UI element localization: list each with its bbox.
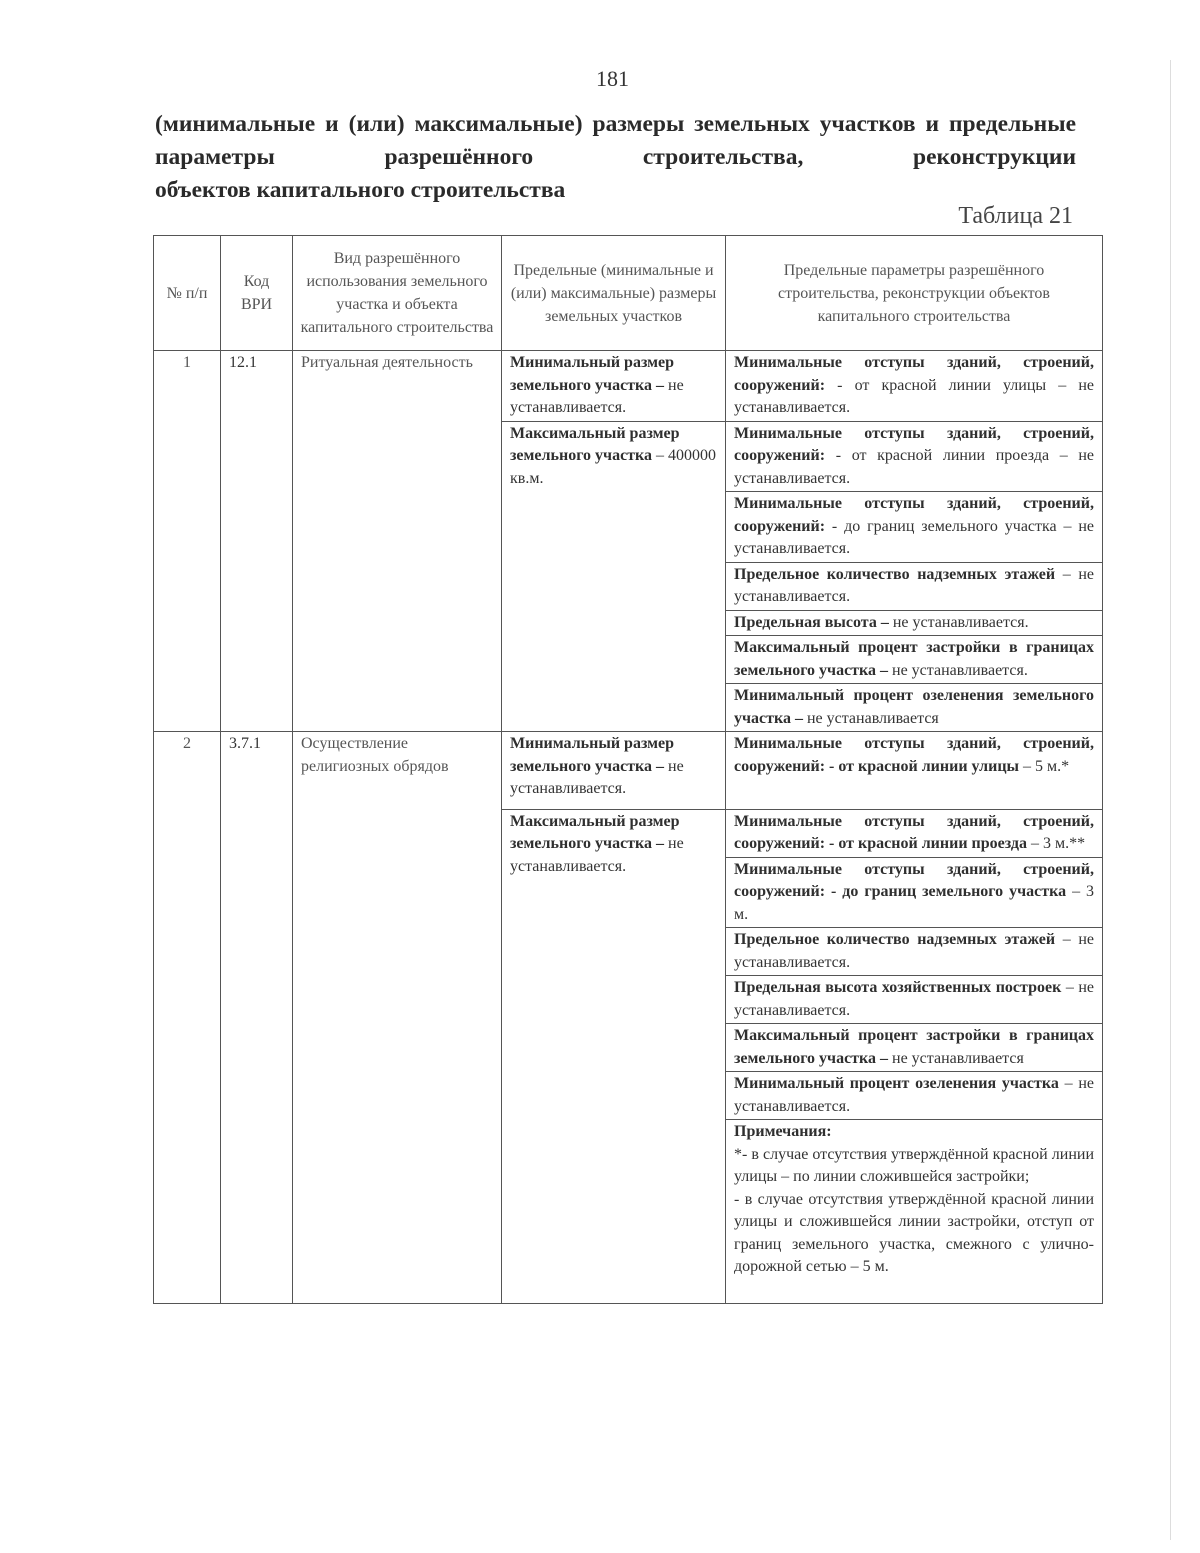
- row-1-param-1: [726, 351, 1103, 422]
- param-value: – не устанавливается.: [734, 979, 1094, 1019]
- param-label: Минимальные отступы зданий, строений, сооружений:: [734, 424, 1094, 464]
- row-2-code: 3.7.1: [221, 732, 293, 1304]
- row-2-param-2: [726, 809, 1103, 857]
- param-value: не устанавливается: [892, 1049, 1024, 1067]
- row-2-notes: [726, 1120, 1103, 1304]
- header-code: Код ВРИ: [221, 236, 293, 351]
- note-1: *- в случае отсутствия утверждённой красной линии улицы – по линии сложившейся застройки;: [734, 1145, 1094, 1185]
- param-label: Максимальный процент застройки в границах земельного участка –: [734, 1027, 1094, 1067]
- table-header-row: [154, 236, 1103, 351]
- param-label: Предельная высота хозяйственных построек: [734, 979, 1062, 996]
- row-2-param-4: [726, 928, 1103, 976]
- param-value: не устанавливается.: [892, 613, 1029, 631]
- document-heading: [155, 108, 1076, 207]
- header-num: № п/п: [154, 236, 221, 351]
- param-value: не устанавливается: [806, 709, 939, 727]
- param-label: Минимальные отступы зданий, строений, сооружений: - до границ земельного участка: [734, 860, 1094, 900]
- param-value: – не устанавливается.: [734, 1075, 1095, 1115]
- max-size-value: не устанавливается.: [510, 835, 684, 875]
- notes-title: Примечания:: [734, 1123, 832, 1140]
- param-value: – 3 м.**: [1031, 835, 1086, 852]
- row-1-num: 1: [154, 351, 221, 732]
- min-size-value: не устанавливается.: [510, 376, 684, 416]
- row-1-param-5: [726, 610, 1103, 636]
- row-2-param-6: [726, 1024, 1103, 1072]
- row-1-param-7: [726, 684, 1103, 732]
- row-1-kind: Ритуальная деятельность: [293, 351, 502, 732]
- param-label: Минимальный процент озеленения участка: [734, 1075, 1059, 1092]
- param-value: не устанавливается.: [892, 661, 1028, 679]
- param-value: – 5 м.*: [1023, 757, 1070, 775]
- min-size-label: Минимальный размер земельного участка –: [510, 735, 675, 775]
- param-label: Максимальный процент застройки в границах земельного участка –: [734, 639, 1094, 679]
- param-label: Минимальные отступы зданий, строений, сооружений:: [734, 354, 1094, 394]
- row-2-param-7: [726, 1072, 1103, 1120]
- page-number: 181: [596, 66, 629, 91]
- row-1-param-3: [726, 492, 1103, 563]
- row-2-param-1: [726, 732, 1103, 810]
- param-value: - от красной линии улицы – не устанавливается.: [734, 376, 1095, 416]
- row-1-code: 12.1: [221, 351, 293, 732]
- row-2-min-size: [502, 732, 726, 810]
- table-label: Таблица 21: [958, 203, 1073, 229]
- header-sizes: Предельные (минимальные и (или) максимальные) размеры земельных участков: [502, 236, 726, 351]
- max-size-label: Максимальный размер земельного участка: [510, 424, 680, 464]
- row-1-param-2: [726, 421, 1103, 492]
- row-2-param-3: [726, 857, 1103, 928]
- param-label: Минимальные отступы зданий, строений, сооружений: - от красной линии улицы: [734, 735, 1094, 775]
- header-kind: Вид разрешённого использования земельного участка и объекта капитального строительства: [293, 236, 502, 351]
- header-params: Предельные параметры разрешённого строительства, реконструкции объектов капитального строительства: [726, 236, 1103, 351]
- param-label: Минимальные отступы зданий, строений, сооружений: - от красной линии проезда: [734, 812, 1094, 852]
- note-2: - в случае отсутствия утверждённой красной линии улицы и сложившейся линии застройки, отступ от границ земельного участка, смежного с улично-дорожной сетью – 5 м.: [734, 1190, 1094, 1275]
- row-2-kind: Осуществление религиозных обрядов: [293, 732, 502, 1304]
- heading-line-3: объектов капитального строительства: [155, 177, 566, 203]
- row-1-param-4: [726, 562, 1103, 610]
- param-label: Предельное количество надземных этажей: [734, 565, 1056, 583]
- min-size-label: Минимальный размер земельного участка –: [510, 354, 675, 394]
- heading-line-2: и предельные параметры разрешённого строительства, реконструкции: [155, 111, 1076, 170]
- row-1-max-size: [502, 421, 726, 732]
- scan-edge-line: [1170, 60, 1171, 1540]
- param-value: - до границ земельного участка – не устанавливается.: [734, 517, 1095, 557]
- param-label: Предельное количество надземных этажей: [734, 931, 1056, 948]
- parameters-table: [153, 235, 1103, 1304]
- param-value: - от красной линии проезда – не устанавливается.: [734, 447, 1095, 487]
- max-size-label: Максимальный размер земельного участка –: [510, 812, 680, 852]
- param-value: – не устанавливается.: [734, 565, 1094, 605]
- param-label: Предельная высота –: [734, 613, 889, 631]
- row-1-min-size: [502, 351, 726, 422]
- table-row: [154, 351, 1103, 422]
- row-2-param-5: [726, 976, 1103, 1024]
- max-size-value: – 400000 кв.м.: [510, 447, 717, 487]
- min-size-value: не устанавливается.: [510, 757, 684, 797]
- row-1-param-6: [726, 636, 1103, 684]
- heading-line-1: (минимальные и (или) максимальные) размеры земельных участков: [155, 111, 916, 137]
- row-2-max-size: [502, 809, 726, 1303]
- row-2-num: 2: [154, 732, 221, 1304]
- param-value: – не устанавливается.: [734, 931, 1094, 971]
- param-value: – 3 м.: [734, 883, 1095, 923]
- param-label: Минимальные отступы зданий, строений, сооружений:: [734, 495, 1094, 535]
- param-label: Минимальный процент озеленения земельного участка –: [734, 687, 1094, 727]
- table-row: [154, 732, 1103, 810]
